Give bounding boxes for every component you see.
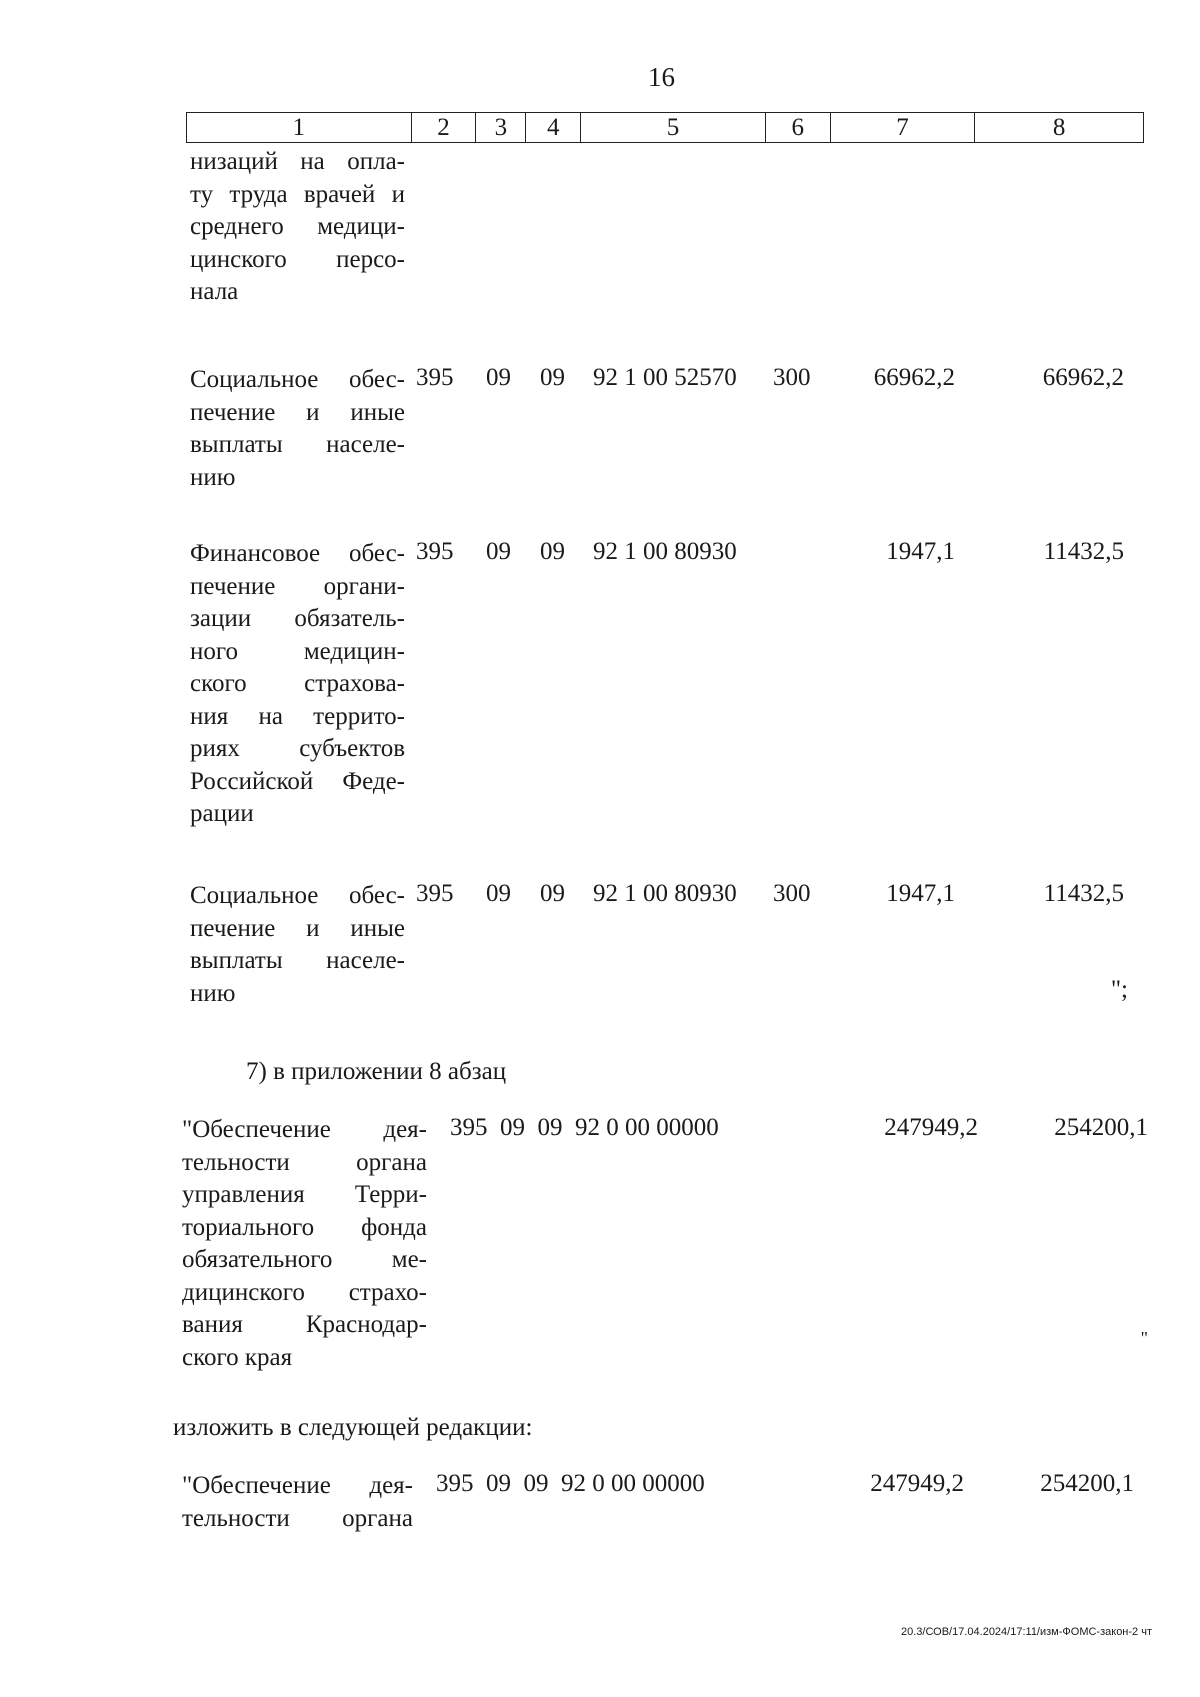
- page-number: 16: [648, 62, 675, 92]
- footer-filename: 20.3/СОВ/17.04.2024/17:11/изм-ФОМС-закон-2 чт: [901, 1626, 1152, 1638]
- desc-line: нию: [190, 463, 236, 491]
- desc-line: тельности органа: [182, 1148, 427, 1176]
- old-row-col-7: 247949,2: [884, 1114, 978, 1141]
- new-row-description: [182, 1470, 413, 1535]
- header-cell-2: 2: [412, 113, 477, 142]
- header-cell-8: 8: [1052, 113, 1066, 141]
- desc-line: риях субъектов: [190, 735, 405, 762]
- row-2-col-3: 09: [486, 538, 511, 565]
- desc-line: печение и иные: [190, 914, 405, 942]
- desc-line: управления Терри-: [182, 1181, 427, 1208]
- desc-line: "Обеспечение дея-: [182, 1116, 427, 1143]
- header-cell-4: 4: [526, 113, 581, 142]
- header-cell-1: 1: [187, 113, 412, 142]
- desc-line: рации: [190, 800, 254, 827]
- row-3-col-5: 92 1 00 80930: [593, 880, 737, 907]
- desc-line: цинского персо-: [190, 245, 405, 273]
- row-3-col-3: 09: [486, 880, 511, 907]
- header-cell-6: 6: [766, 113, 831, 142]
- row-1-col-2: 395: [416, 364, 454, 391]
- row-3-col-6: 300: [773, 880, 811, 907]
- row-3-description: [190, 880, 405, 1010]
- desc-line: нала: [190, 278, 239, 305]
- desc-line: выплаты населе-: [190, 431, 405, 458]
- instruction-text: изложить в следующей редакции:: [173, 1414, 533, 1441]
- old-row-col-8: 254200,1: [1054, 1114, 1148, 1141]
- new-row-col-7: 247949,2: [870, 1470, 964, 1497]
- desc-line: низаций на опла-: [190, 148, 405, 175]
- row-1-col-6: 300: [773, 364, 811, 391]
- row-description-continuation: [190, 146, 405, 309]
- desc-line: обязательного ме-: [182, 1246, 427, 1273]
- row-3-col-8: 11432,5: [1043, 880, 1124, 907]
- row-3-col-7: 1947,1: [886, 880, 955, 907]
- row-1-col-8: 66962,2: [1042, 364, 1124, 391]
- row-3-col-2: 395: [416, 880, 454, 907]
- desc-line: вания Краснодар-: [182, 1311, 427, 1338]
- header-cell-5: 5: [581, 113, 766, 142]
- desc-line: выплаты населе-: [190, 947, 405, 974]
- row-2-col-5: 92 1 00 80930: [593, 538, 737, 565]
- desc-line: печение органи-: [190, 572, 405, 600]
- old-row-description: [182, 1114, 427, 1374]
- new-row-codes: 395 09 09 92 0 00 00000: [436, 1470, 705, 1497]
- desc-line: ториального фонда: [182, 1213, 427, 1241]
- row-2-col-8: 11432,5: [1043, 538, 1124, 565]
- row-2-col-7: 1947,1: [886, 538, 955, 565]
- table-header-row: [186, 112, 1144, 143]
- desc-line: ского страхова-: [190, 670, 405, 697]
- desc-line: нию: [190, 979, 236, 1007]
- row-3-col-4: 09: [540, 880, 565, 907]
- desc-line: среднего медици-: [190, 213, 405, 240]
- header-cell-3: 3: [476, 113, 526, 142]
- desc-line: "Обеспечение дея-: [182, 1472, 413, 1499]
- row-1-col-7: 66962,2: [873, 364, 955, 391]
- row-1-col-3: 09: [486, 364, 511, 391]
- desc-line: печение и иные: [190, 398, 405, 426]
- row-1-description: [190, 364, 405, 494]
- desc-line: ту труда врачей и: [190, 180, 405, 208]
- row-1-col-5: 92 1 00 52570: [593, 364, 737, 391]
- desc-line: Финансовое обес-: [190, 540, 405, 567]
- desc-line: дицинского страхо-: [182, 1278, 427, 1306]
- desc-line: тельности органа: [182, 1504, 413, 1532]
- desc-line: Российской Феде-: [190, 767, 405, 795]
- desc-line: Социальное обес-: [190, 366, 405, 393]
- item-7-heading: 7) в приложении 8 абзац: [246, 1058, 507, 1085]
- desc-line: зации обязатель-: [190, 605, 405, 632]
- desc-line: Социальное обес-: [190, 882, 405, 909]
- closing-quote: ";: [1110, 976, 1128, 1003]
- old-row-codes: 395 09 09 92 0 00 00000: [450, 1114, 719, 1141]
- desc-line: ния на террито-: [190, 702, 405, 730]
- row-1-col-4: 09: [540, 364, 565, 391]
- row-2-col-2: 395: [416, 538, 454, 565]
- new-row-col-8: 254200,1: [1040, 1470, 1134, 1497]
- header-cell-7: 7: [831, 113, 976, 142]
- row-2-col-4: 09: [540, 538, 565, 565]
- desc-line: ского края: [182, 1343, 293, 1371]
- desc-line: ного медицин-: [190, 637, 405, 665]
- old-row-closing-quote: ": [1140, 1328, 1148, 1348]
- row-2-description: [190, 538, 405, 831]
